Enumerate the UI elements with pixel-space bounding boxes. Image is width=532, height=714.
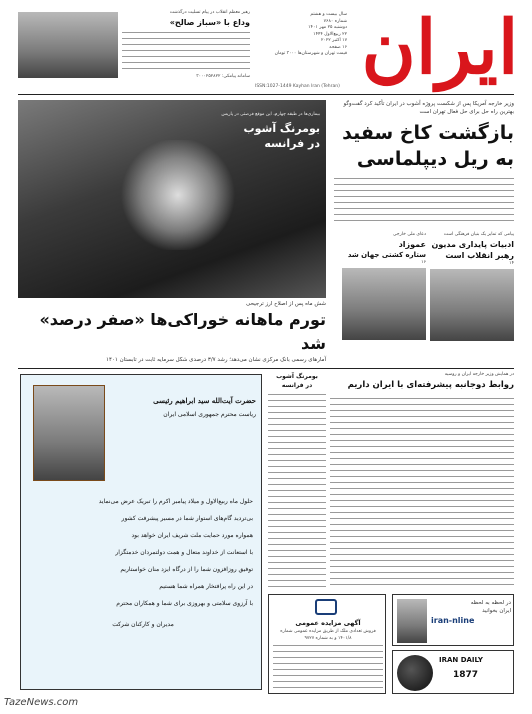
- watermark: [60, 280, 480, 370]
- small-column-title-1[interactable]: بومرنگ آشوب: [276, 373, 318, 380]
- congrats-heading-block: [111, 395, 256, 420]
- masthead-date-block: [255, 12, 347, 78]
- photo-story-caption: بیماری‌ها در طبقه چهارم، این موقع فرصتی در پاریس: [221, 112, 320, 117]
- congrats-body: [33, 493, 253, 632]
- congrats-line: با استعانت از خداوند متعال و همت دولتمردان خدمتگزار: [115, 549, 253, 556]
- tender-subtitle: فروش تعدادی ملک از طریق مزایده عمومی شماره ۱۴۰۱/۸ و به شماره ۹۷۲۷: [280, 629, 376, 641]
- congrats-ad: [20, 374, 262, 690]
- relations-story: [330, 372, 514, 392]
- date-line: سال بیست و هشتم: [310, 12, 347, 17]
- president-portrait-photo: [33, 385, 105, 481]
- inflation-kicker: شش ماه پس از اصلاح ارز ترجیحی: [246, 301, 326, 307]
- top-story-photo: [18, 12, 118, 78]
- tender-body: [273, 645, 383, 689]
- footer-site-mark: TazeNews.com: [4, 697, 79, 708]
- congrats-line: توفیق روزافزون شما را از درگاه ایزد منان خواستاریم: [120, 566, 253, 573]
- congrats-line: با آرزوی سلامتی و بهروزی برای شما و همکاران محترم: [116, 600, 253, 607]
- teaser-title: عموزاد: [398, 239, 426, 249]
- teaser-kicker: دعای ملی خارجی: [393, 232, 426, 237]
- top-story-title[interactable]: وداع با «سباز صالح»: [169, 17, 250, 27]
- tender-title: آگهی مزایده عمومی: [295, 619, 361, 627]
- globe-icon: [397, 655, 433, 691]
- issn-line: ISSN:1027-1449 Kayhan Iran (Tehran): [255, 84, 340, 89]
- inflation-subtitle: آمارهای رسمی بانک مرکزی نشان می‌دهد؛ رشد ۳/۷ درصدی شکل سرمایه ثابت در تابستان ۱۴۰۱: [106, 357, 326, 363]
- congrats-line: حلول ماه ربیع‌الاول و میلاد پیامبر اکرم را تبریک عرض می‌نماید: [98, 498, 253, 505]
- lead-story-title-1[interactable]: بازگشت کاخ سفید: [342, 122, 514, 144]
- congrats-subheading: ریاست محترم جمهوری اسلامی ایران: [163, 411, 256, 418]
- top-story-kicker: رهبر معظم انقلاب در پیام تسلیت درگذشت: [169, 10, 250, 15]
- date-line: ۱۶ صفحه: [329, 44, 347, 50]
- relations-kicker: در همایش وزیر خارجه ایران و روسیه: [444, 372, 514, 377]
- date-line: ۲۲ ربیع‌الاول ۱۴۴۴: [313, 31, 347, 37]
- promo-line: در لحظه به لحظه: [470, 600, 511, 606]
- teaser-page: ۱۶: [421, 259, 426, 265]
- photo-story-title-1[interactable]: بومرنگ آشوب: [243, 121, 320, 135]
- congrats-line: در این راه پرافتخار همراه شما هستیم: [159, 583, 253, 590]
- bank-logo-icon: [315, 599, 337, 615]
- relations-title[interactable]: روابط دوجانبه پیشرفته‌ای با ایران داریم: [347, 379, 514, 390]
- congrats-heading: حضرت آیت‌الله سید ابراهیم رئیسی: [153, 396, 256, 405]
- iran-daily-brand: IRAN DAILY: [439, 656, 483, 664]
- small-column: [268, 372, 326, 390]
- phone-photo: [397, 599, 427, 643]
- teaser-title: رهبر انقلاب است: [445, 250, 514, 260]
- congrats-line: بی‌تردید گام‌های استوار شما در مسیر پیشرفت کشور: [121, 515, 253, 522]
- date-line: ۱۷ اکتبر ۲۰۲۲: [321, 38, 347, 43]
- promo-line: ایران بخوانید: [482, 608, 511, 614]
- masthead-logo: ایران: [361, 5, 519, 91]
- teaser-kicker: پیامی که تمایز یک بنیان فرهنگی است: [443, 232, 514, 237]
- inflation-title[interactable]: تورم ماهانه خوراکی‌ها «صفر درصد» شد: [39, 310, 326, 353]
- tender-ad: [268, 594, 386, 694]
- relations-body: [330, 398, 514, 590]
- small-column-title-2[interactable]: در فرانسه: [281, 382, 313, 389]
- teaser-title: ادبیات پایداری مدیون: [431, 239, 514, 249]
- lead-story-column: [334, 190, 514, 226]
- masthead-divider: [18, 94, 514, 95]
- promo-site: iran-nline: [431, 616, 475, 625]
- teaser-title: ستاره کشتی جهان شد: [347, 250, 426, 259]
- photo-story-title-2[interactable]: در فرانسه: [264, 136, 320, 150]
- teaser-page: ۱۴: [509, 260, 514, 266]
- lead-story-title-2[interactable]: به ریل دیپلماسی: [356, 148, 514, 170]
- photo-story-caption-block: [196, 112, 320, 151]
- iran-daily-box: [392, 650, 514, 694]
- smoke-plume: [118, 140, 238, 250]
- iran-online-promo[interactable]: [392, 594, 514, 646]
- date-line: قیمت تهران و شهرستان‌ها ۳۰۰۰ تومان: [274, 51, 347, 56]
- hotline: سامانه پیامکی: ۳۰۰۰۲۵۲۸۲۲: [196, 74, 250, 79]
- top-story-body: [122, 32, 250, 70]
- section-divider: [18, 368, 514, 369]
- iran-daily-phone: 1877: [453, 670, 479, 680]
- date-line: دوشنبه ۲۵ مهر ۱۴۰۱: [308, 25, 347, 30]
- top-story: [122, 10, 250, 80]
- lead-story-subtitle: وزیر خارجه آمریکا پس از شکست پروژه آشوب در ایران تأکید کرد گفت‌وگو بهترین راه حل برای حل فعال تهران است: [343, 101, 514, 115]
- promo-text: [431, 599, 511, 627]
- congrats-line: همواره مورد حمایت ملت شریف ایران خواهد بود: [131, 532, 253, 539]
- date-line: شماره ۷۶۸۰: [323, 18, 347, 24]
- small-column-body: [268, 394, 326, 590]
- congrats-signature: مدیران و کارکنان شرکت: [112, 621, 174, 628]
